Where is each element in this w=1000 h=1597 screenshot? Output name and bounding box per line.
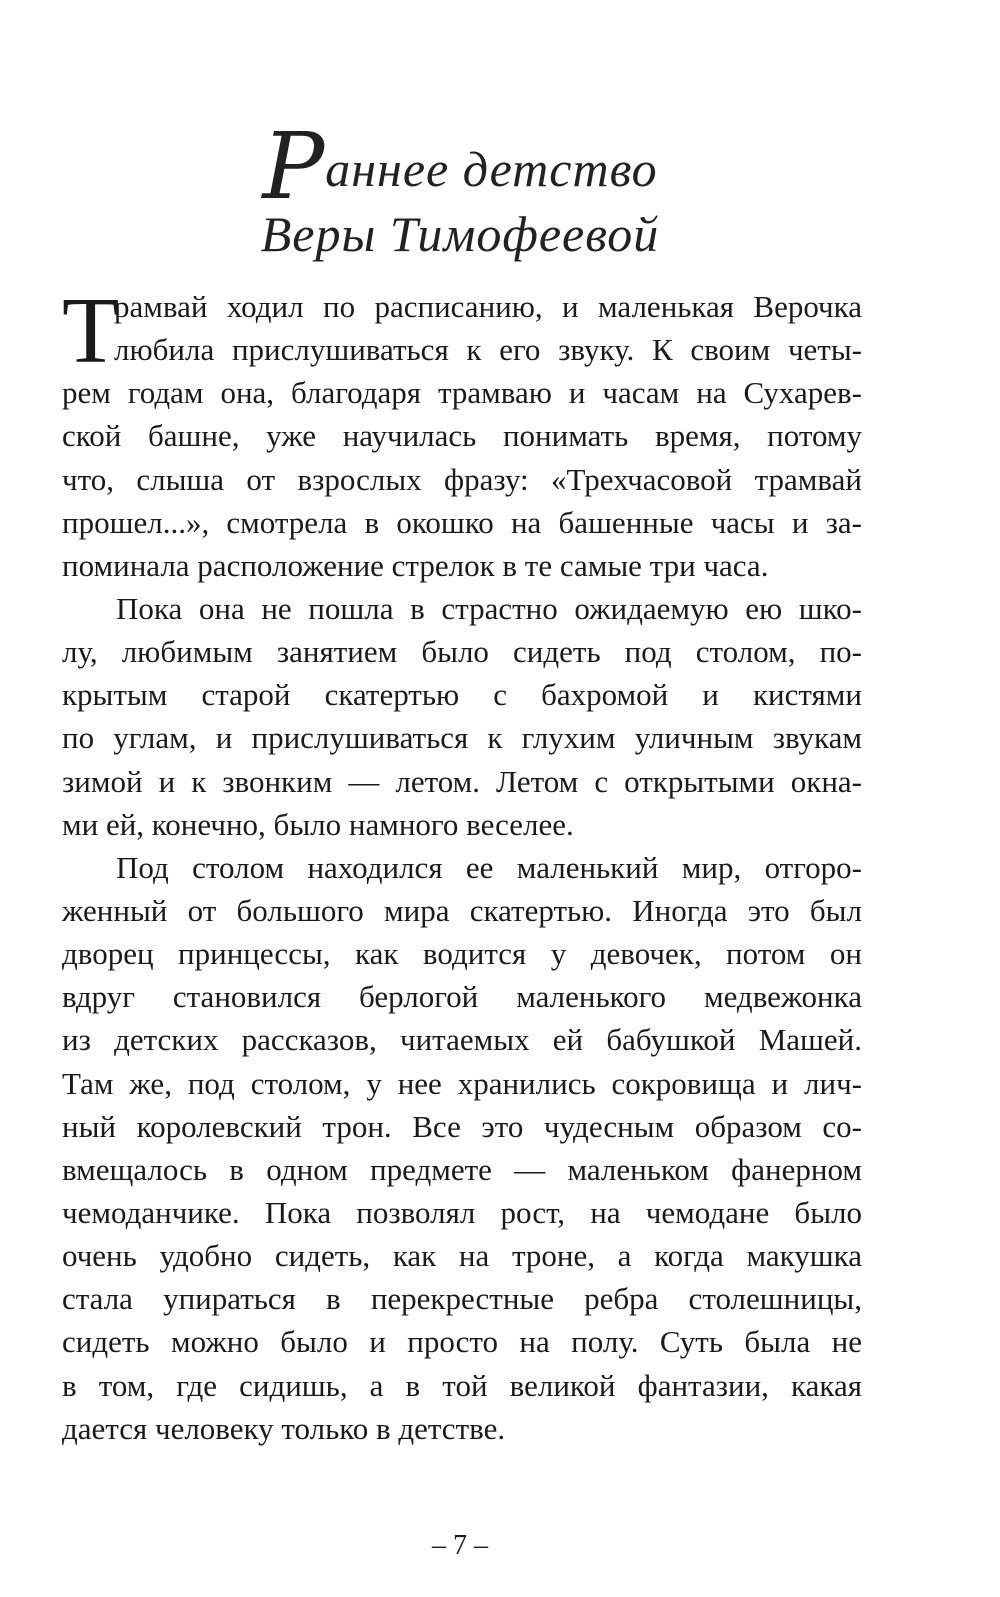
text-line: Пока она не пошла в страстно ожидаемую ею шко-	[116, 590, 862, 626]
text-line: женный от большого мира скатертью. Иногда это был	[62, 892, 862, 928]
text-line: ми ей, конечно, было намного веселее.	[62, 806, 574, 842]
text-line: любила прислушиваться к его звуку. К своим четы-	[114, 332, 862, 368]
text-line: что, слыша от взрослых фразу: «Трехчасовой трамвай	[62, 461, 862, 497]
text-line: из детских рассказов, читаемых ей бабушкой Машей.	[62, 1022, 862, 1058]
text-line: вдруг становился берлогой маленького медвежонка	[62, 979, 862, 1015]
text-line: поминала расположение стрелок в те самые три часа.	[62, 547, 769, 583]
text-line: зимой и к звонким — летом. Летом с открытыми окна-	[62, 763, 862, 799]
text-line: чемоданчике. Пока позволял рост, на чемодане было	[62, 1194, 862, 1230]
text-line: дается человеку только в детстве.	[62, 1410, 506, 1446]
body-text	[62, 279, 862, 1450]
text-line: крытым старой скатертью с бахромой и кистями	[62, 677, 862, 713]
text-line: лу, любимым занятием было сидеть под столом, по-	[62, 634, 862, 670]
title-text: аннее детство	[325, 141, 658, 197]
text-line: рем годам она, благодаря трамваю и часам на Сухарев-	[62, 375, 862, 411]
text-line: ской башне, уже научилась понимать время, потому	[62, 418, 862, 454]
drop-cap: Т	[62, 279, 120, 383]
page-number: – 7 –	[432, 1530, 488, 1561]
text-line: ный королевский трон. Все это чудесным образом со-	[62, 1108, 862, 1144]
decorative-initial: Р	[262, 113, 326, 220]
text-line: стала упираться в перекрестные ребра столешницы,	[62, 1281, 862, 1317]
chapter-title-line-2: Веры Тимофеевой	[260, 206, 660, 262]
text-line: сидеть можно было и просто на полу. Суть была не	[62, 1324, 862, 1360]
text-line: прошел...», смотрела в окошко на башенные часы и за-	[62, 504, 862, 540]
text-line: очень удобно сидеть, как на троне, а когда макушка	[62, 1238, 862, 1274]
text-line: по углам, и прислушиваться к глухим уличным звукам	[62, 720, 862, 756]
text-line: дворец принцессы, как водится у девочек, потом он	[62, 936, 862, 972]
text-line: Там же, под столом, у нее хранились сокровища и лич-	[62, 1065, 862, 1101]
chapter-title-line-1	[0, 113, 920, 220]
text-line: вмещалось в одном предмете — маленьком фанерном	[62, 1151, 862, 1187]
text-line: в том, где сидишь, а в той великой фантазии, какая	[62, 1367, 862, 1403]
text-line: Под столом находился ее маленький мир, отгоро-	[116, 849, 862, 885]
text-line: рамвай ходил по расписанию, и маленькая Верочка	[114, 289, 862, 324]
